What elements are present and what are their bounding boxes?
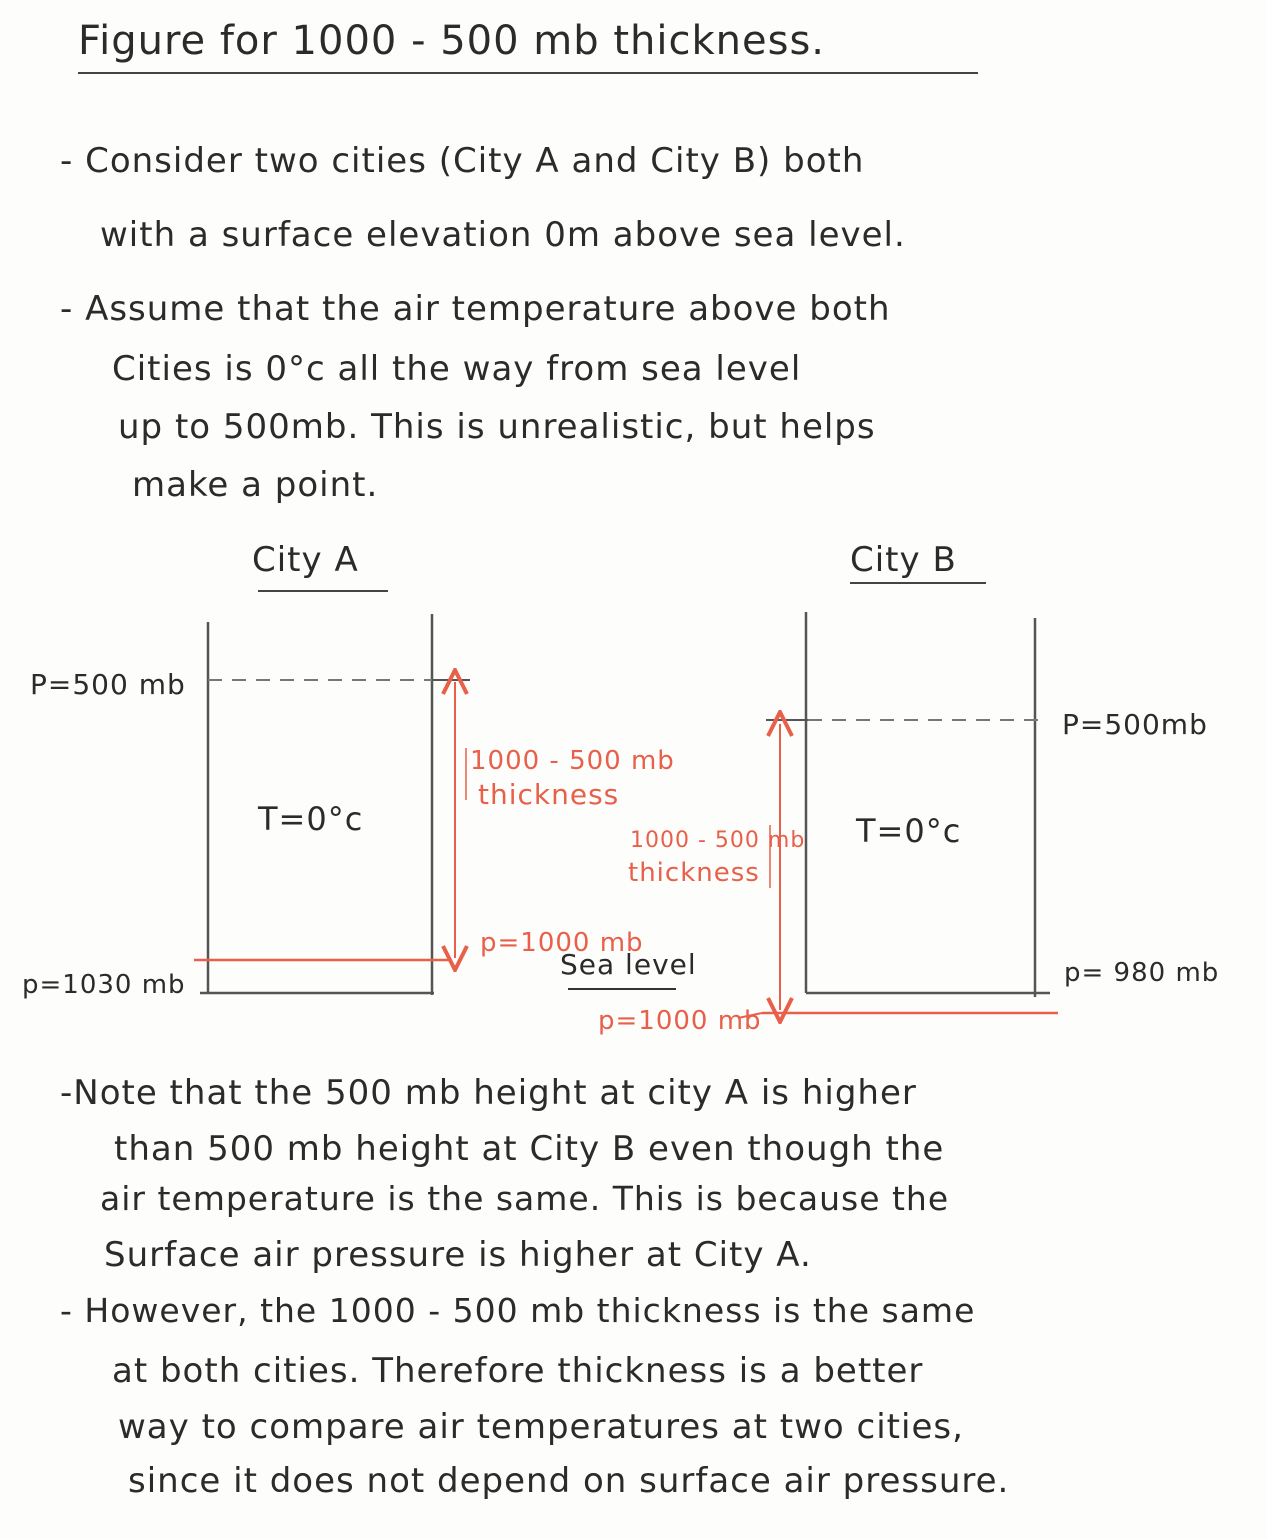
- intro-line-5: up to 500mb. This is unrealistic, but helps: [118, 407, 876, 447]
- city-b-top-pressure: P=500mb: [1062, 708, 1208, 741]
- note-line-1: -Note that the 500 mb height at city A is higher: [60, 1073, 917, 1113]
- note-line-7: way to compare air temperatures at two cities,: [118, 1407, 964, 1447]
- city-a-thickness-label-2: thickness: [478, 778, 620, 811]
- intro-line-2: with a surface elevation 0m above sea level.: [100, 215, 906, 255]
- note-line-3: air temperature is the same. This is because the: [100, 1179, 950, 1218]
- note-line-5: - However, the 1000 - 500 mb thickness is the same: [60, 1291, 976, 1330]
- city-a-thickness-label-1: 1000 - 500 mb: [470, 746, 675, 776]
- sea-level-label: Sea level: [560, 948, 697, 981]
- city-b-1000mb-label: p=1000 mb: [598, 1006, 762, 1036]
- city-a-surface-pressure: p=1030 mb: [22, 970, 186, 1000]
- city-b-thickness-label-2: thickness: [628, 858, 760, 888]
- city-b-surface-pressure: p= 980 mb: [1064, 958, 1220, 988]
- city-a-label: City A: [252, 540, 359, 580]
- city-b-temperature: T=0°c: [856, 812, 962, 850]
- intro-line-6: make a point.: [132, 465, 379, 505]
- intro-line-4: Cities is 0°c all the way from sea level: [112, 349, 802, 389]
- page-title: Figure for 1000 - 500 mb thickness.: [78, 18, 826, 64]
- intro-line-3: - Assume that the air temperature above both: [60, 289, 891, 329]
- city-a-top-pressure: P=500 mb: [30, 668, 186, 701]
- city-a-1000mb-label: p=1000 mb: [480, 928, 644, 958]
- note-line-2: than 500 mb height at City B even though the: [114, 1129, 945, 1169]
- note-line-6: at both cities. Therefore thickness is a better: [112, 1351, 924, 1391]
- city-a-temperature: T=0°c: [258, 800, 364, 838]
- sea-level-underline: [568, 988, 676, 990]
- city-b-label: City B: [850, 540, 957, 580]
- city-b-thickness-label-1: 1000 - 500 mb: [630, 828, 806, 853]
- intro-line-1: - Consider two cities (City A and City B) both: [60, 141, 865, 181]
- note-line-4: Surface air pressure is higher at City A.: [104, 1235, 812, 1275]
- note-line-8: since it does not depend on surface air pressure.: [128, 1461, 1010, 1501]
